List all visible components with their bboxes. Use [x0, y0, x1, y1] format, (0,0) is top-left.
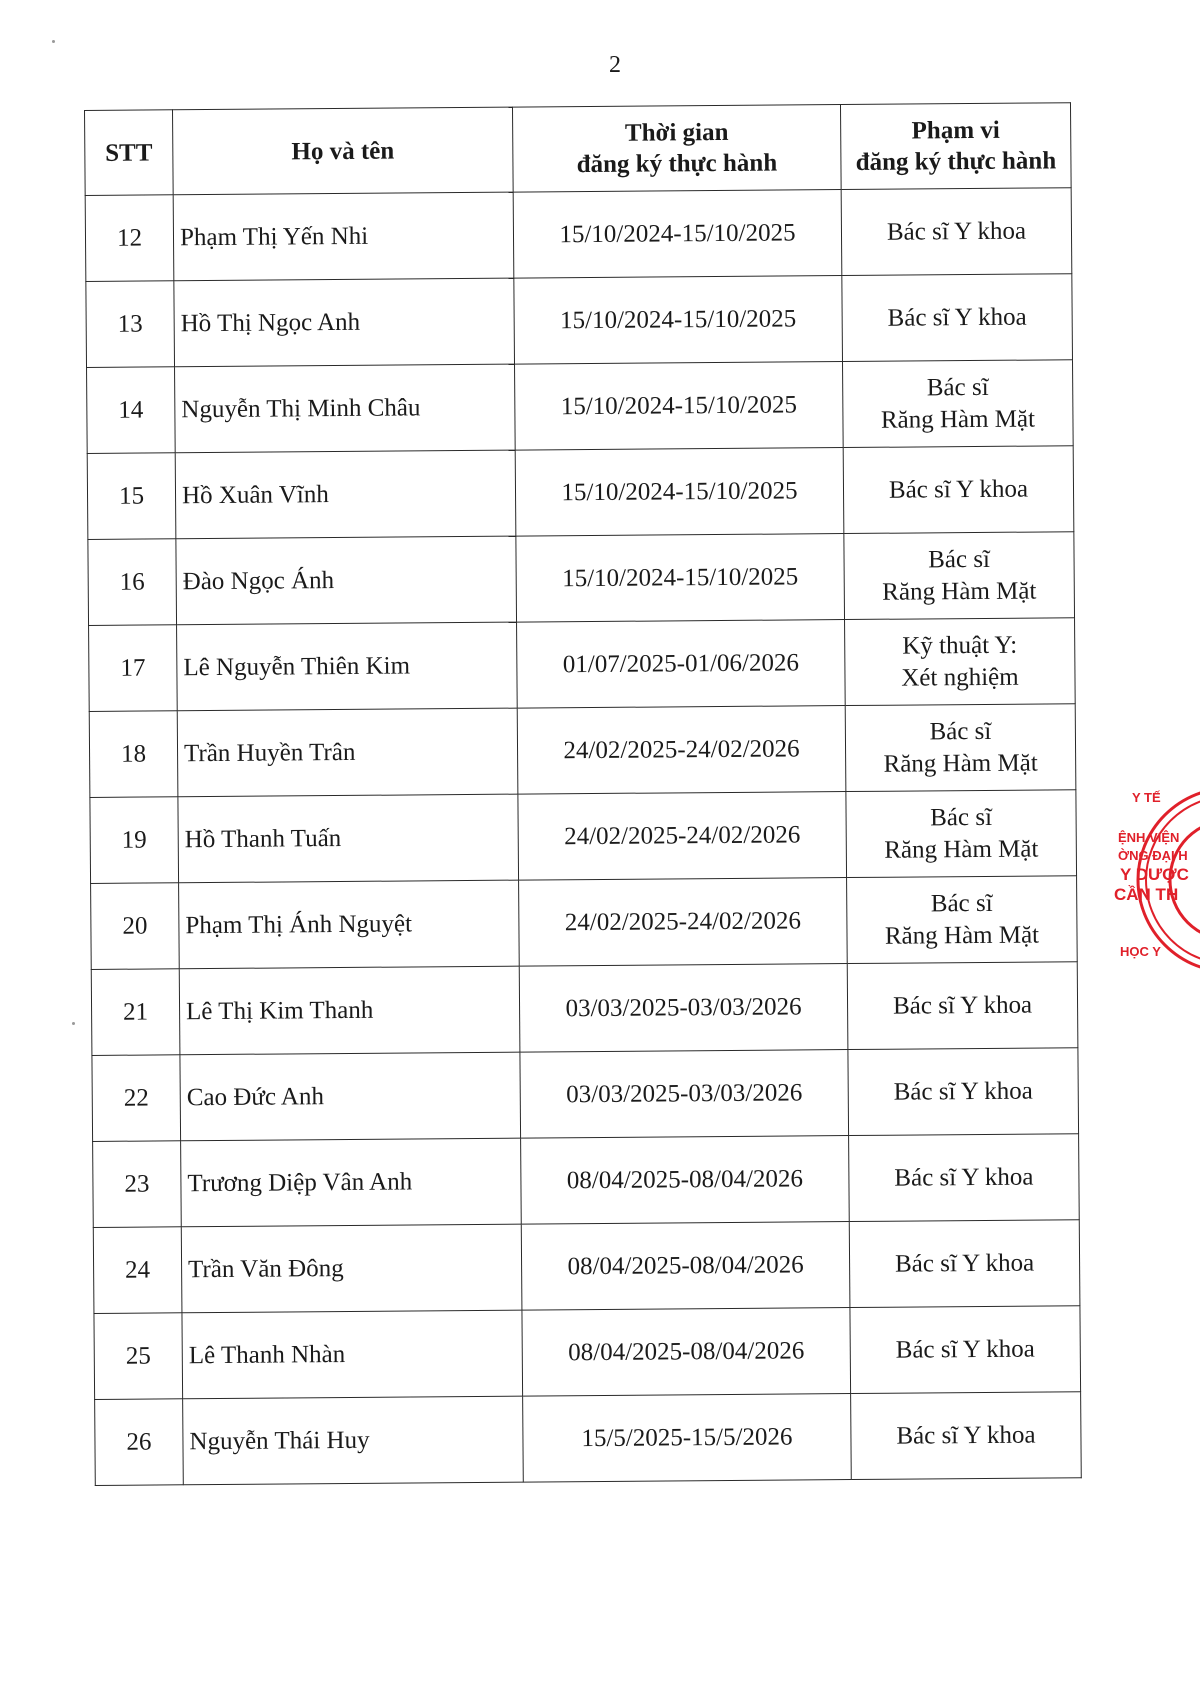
cell-scope — [847, 876, 1078, 964]
cell-scope — [851, 1392, 1082, 1480]
cell-time: 15/5/2025-15/5/2026 — [523, 1394, 852, 1483]
page-number: 2 — [609, 52, 621, 78]
seal-text: ỜNG ĐẠI H — [1118, 848, 1188, 863]
cell-stt: 22 — [92, 1055, 181, 1142]
header-time-line1: Thời gian — [624, 118, 729, 147]
cell-time: 24/02/2025-24/02/2026 — [518, 792, 847, 881]
header-stt: STT — [85, 110, 174, 196]
registration-table — [84, 102, 1082, 1486]
cell-stt: 24 — [93, 1227, 182, 1314]
scope-line: Bác sĩ Y khoa — [896, 1421, 1036, 1450]
cell-time: 01/07/2025-01/06/2026 — [517, 620, 846, 709]
header-row — [85, 103, 1072, 196]
scope-line: Bác sĩ Y khoa — [895, 1335, 1035, 1364]
cell-stt: 15 — [87, 453, 176, 540]
cell-stt: 20 — [91, 883, 180, 970]
header-time-line2: đăng ký thực hành — [576, 149, 778, 179]
cell-stt: 21 — [91, 969, 180, 1056]
cell-name: Nguyễn Thị Minh Châu — [175, 364, 516, 453]
table-row — [89, 618, 1076, 712]
cell-scope — [846, 790, 1077, 878]
table-row — [94, 1306, 1081, 1400]
cell-name: Phạm Thị Ánh Nguyệt — [179, 880, 520, 969]
cell-name: Nguyễn Thái Huy — [183, 1396, 524, 1485]
header-scope-line1: Phạm vi — [911, 116, 1000, 145]
table-row — [93, 1134, 1080, 1228]
cell-scope — [847, 962, 1078, 1050]
table-row — [93, 1220, 1080, 1314]
cell-time: 08/04/2025-08/04/2026 — [521, 1136, 850, 1225]
cell-stt: 13 — [86, 281, 175, 368]
scope-line: Bác sĩ Y khoa — [893, 1077, 1033, 1106]
cell-scope — [841, 188, 1072, 276]
cell-name: Đào Ngọc Ánh — [176, 536, 517, 625]
table-row — [90, 790, 1077, 884]
scope-line: Bác sĩ — [930, 803, 993, 831]
cell-scope — [845, 618, 1076, 706]
header-time — [512, 105, 841, 193]
table-row — [89, 704, 1076, 798]
table-row — [91, 962, 1078, 1056]
scope-line: Kỹ thuật Y: — [902, 631, 1018, 660]
scope-line: Xét nghiệm — [901, 663, 1019, 692]
header-scope — [840, 103, 1071, 190]
table-row — [88, 532, 1075, 626]
cell-time: 24/02/2025-24/02/2026 — [517, 706, 846, 795]
cell-name: Cao Đức Anh — [180, 1052, 521, 1141]
cell-scope — [843, 446, 1074, 534]
cell-time: 15/10/2024-15/10/2025 — [514, 276, 843, 365]
scope-line: Răng Hàm Mặt — [883, 749, 1038, 778]
cell-name: Lê Thanh Nhàn — [182, 1310, 523, 1399]
cell-stt: 25 — [94, 1313, 183, 1400]
cell-stt: 12 — [85, 195, 174, 282]
scope-line: Răng Hàm Mặt — [884, 835, 1039, 864]
table-row — [95, 1392, 1082, 1486]
header-scope-line2: đăng ký thực hành — [855, 147, 1057, 176]
cell-stt: 14 — [87, 367, 176, 454]
official-seal — [1112, 780, 1200, 980]
seal-text: ỆNH VIỆN — [1118, 830, 1180, 845]
scan-speck — [52, 40, 55, 43]
cell-scope — [844, 532, 1075, 620]
scan-speck — [72, 1022, 75, 1025]
header-name: Họ và tên — [173, 107, 514, 195]
cell-time: 24/02/2025-24/02/2026 — [519, 878, 848, 967]
scope-line: Bác sĩ — [928, 545, 991, 573]
cell-stt: 16 — [88, 539, 177, 626]
cell-name: Trần Văn Đông — [181, 1224, 522, 1313]
cell-scope — [845, 704, 1076, 792]
cell-scope — [842, 360, 1073, 448]
cell-name: Hồ Thanh Tuấn — [178, 794, 519, 883]
seal-text: CẦN TH — [1114, 885, 1179, 904]
scope-line: Bác sĩ Y khoa — [886, 217, 1027, 246]
cell-scope — [849, 1220, 1080, 1308]
cell-scope — [849, 1134, 1080, 1222]
cell-name: Hồ Xuân Vĩnh — [175, 450, 516, 539]
scope-line: Bác sĩ Y khoa — [887, 303, 1027, 332]
cell-scope — [850, 1306, 1081, 1394]
cell-scope — [842, 274, 1073, 362]
scope-line: Bác sĩ — [929, 717, 992, 745]
cell-scope — [848, 1048, 1079, 1136]
scope-line: Bác sĩ — [926, 373, 989, 401]
cell-time: 03/03/2025-03/03/2026 — [519, 964, 848, 1053]
scope-line: Răng Hàm Mặt — [882, 577, 1037, 606]
scope-line: Bác sĩ Y khoa — [888, 475, 1029, 504]
cell-name: Trương Diệp Vân Anh — [181, 1138, 522, 1227]
table-row — [87, 360, 1074, 454]
scope-line: Bác sĩ — [930, 889, 993, 917]
seal-text: Y DƯỢC — [1120, 865, 1189, 884]
cell-name: Lê Nguyễn Thiên Kim — [177, 622, 518, 711]
seal-text: Y TẾ — [1132, 790, 1161, 805]
scope-line: Bác sĩ Y khoa — [892, 991, 1033, 1020]
table-row — [85, 188, 1072, 282]
cell-stt: 18 — [89, 711, 178, 798]
table-body — [85, 188, 1081, 1486]
cell-time: 08/04/2025-08/04/2026 — [521, 1222, 850, 1311]
cell-stt: 26 — [95, 1399, 184, 1486]
cell-time: 03/03/2025-03/03/2026 — [520, 1050, 849, 1139]
cell-time: 15/10/2024-15/10/2025 — [515, 448, 844, 537]
cell-stt: 19 — [90, 797, 179, 884]
cell-stt: 17 — [89, 625, 178, 712]
table-row — [87, 446, 1074, 540]
cell-name: Hồ Thị Ngọc Anh — [174, 278, 515, 367]
cell-name: Lê Thị Kim Thanh — [179, 966, 520, 1055]
scope-line: Răng Hàm Mặt — [884, 921, 1040, 950]
cell-time: 08/04/2025-08/04/2026 — [522, 1308, 851, 1397]
cell-stt: 23 — [93, 1141, 182, 1228]
table-row — [86, 274, 1073, 368]
cell-time: 15/10/2024-15/10/2025 — [515, 362, 844, 451]
seal-text: HỌC Y — [1120, 944, 1161, 959]
table-row — [91, 876, 1078, 970]
scope-line: Răng Hàm Mặt — [880, 405, 1036, 434]
cell-time: 15/10/2024-15/10/2025 — [513, 190, 842, 279]
table-row — [92, 1048, 1079, 1142]
cell-time: 15/10/2024-15/10/2025 — [516, 534, 845, 623]
scope-line: Bác sĩ Y khoa — [894, 1249, 1035, 1278]
cell-name: Trần Huyền Trân — [177, 708, 518, 797]
scope-line: Bác sĩ Y khoa — [894, 1163, 1034, 1192]
cell-name: Phạm Thị Yến Nhi — [173, 192, 514, 281]
